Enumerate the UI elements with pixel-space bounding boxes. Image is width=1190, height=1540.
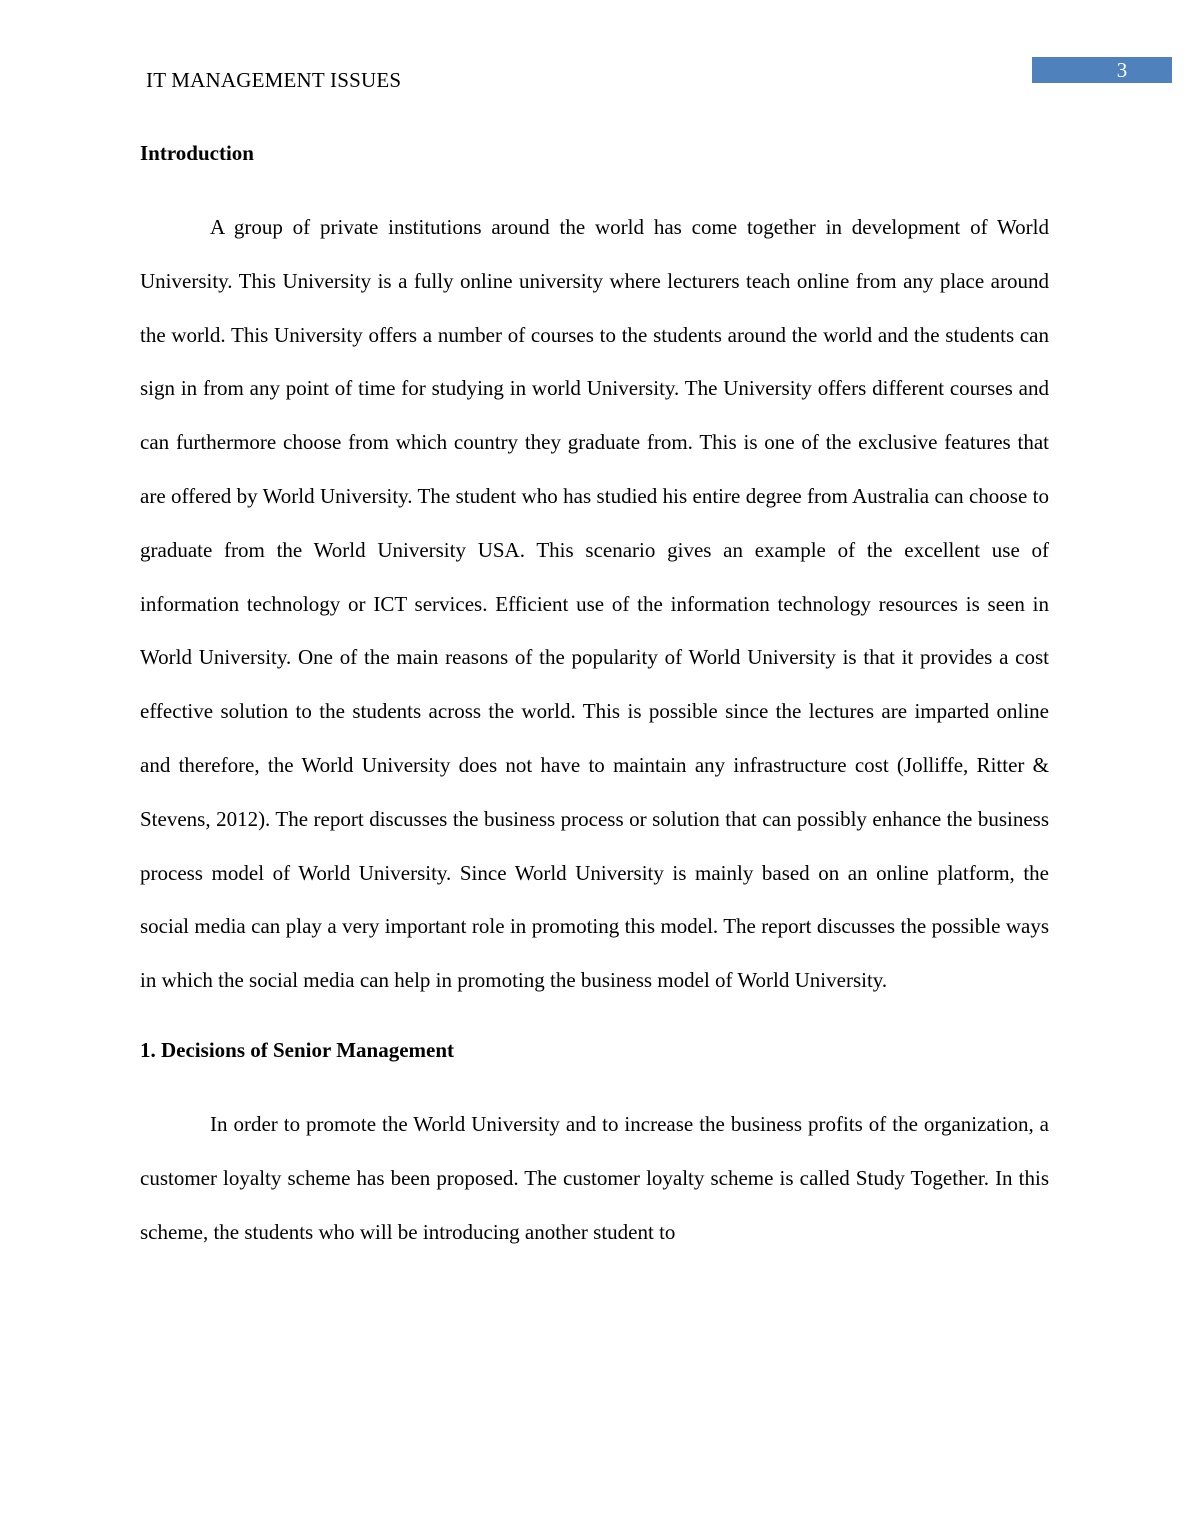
decisions-paragraph: In order to promote the World University and to increase the business profits of the organization, a customer loyalty scheme has been proposed. The customer loyalty scheme is called Study Together. In this scheme, the students who will be introducing another student to <box>140 1111 1049 1244</box>
section-heading-introduction: Introduction <box>140 141 254 165</box>
section-heading-decisions: 1. Decisions of Senior Management <box>140 1037 455 1062</box>
page-number: 3 <box>1116 58 1128 82</box>
page-number-box <box>1032 57 1172 83</box>
running-header-title: IT MANAGEMENT ISSUES <box>146 68 402 92</box>
document-body <box>140 138 1049 1259</box>
introduction-paragraph: A group of private institutions around the world has come together in development of World University. This University is a fully online university where lecturers teach online from any place around the world. This University offers a number of courses to the students around the world and the students can sign in from any point of time for studying in world University. The University offers different courses and can furthermore choose from which country they graduate from. This is one of the exclusive features that are offered by World University. The student who has studied his entire degree from Australia can choose to graduate from the World University USA. This scenario gives an example of the excellent use of information technology or ICT services. Efficient use of the information technology resources is seen in World University. One of the main reasons of the popularity of World University is that it provides a cost effective solution to the students across the world. This is possible since the lectures are imparted online and therefore, the World University does not have to maintain any infrastructure cost (Jolliffe, Ritter & Stevens, 2012). The report discusses the business process or solution that can possibly enhance the business process model of World University. Since World University is mainly based on an online platform, the social media can play a very important role in promoting this model. The report discusses the possible ways in which the social media can help in promoting the business model of World University. <box>140 215 1049 993</box>
